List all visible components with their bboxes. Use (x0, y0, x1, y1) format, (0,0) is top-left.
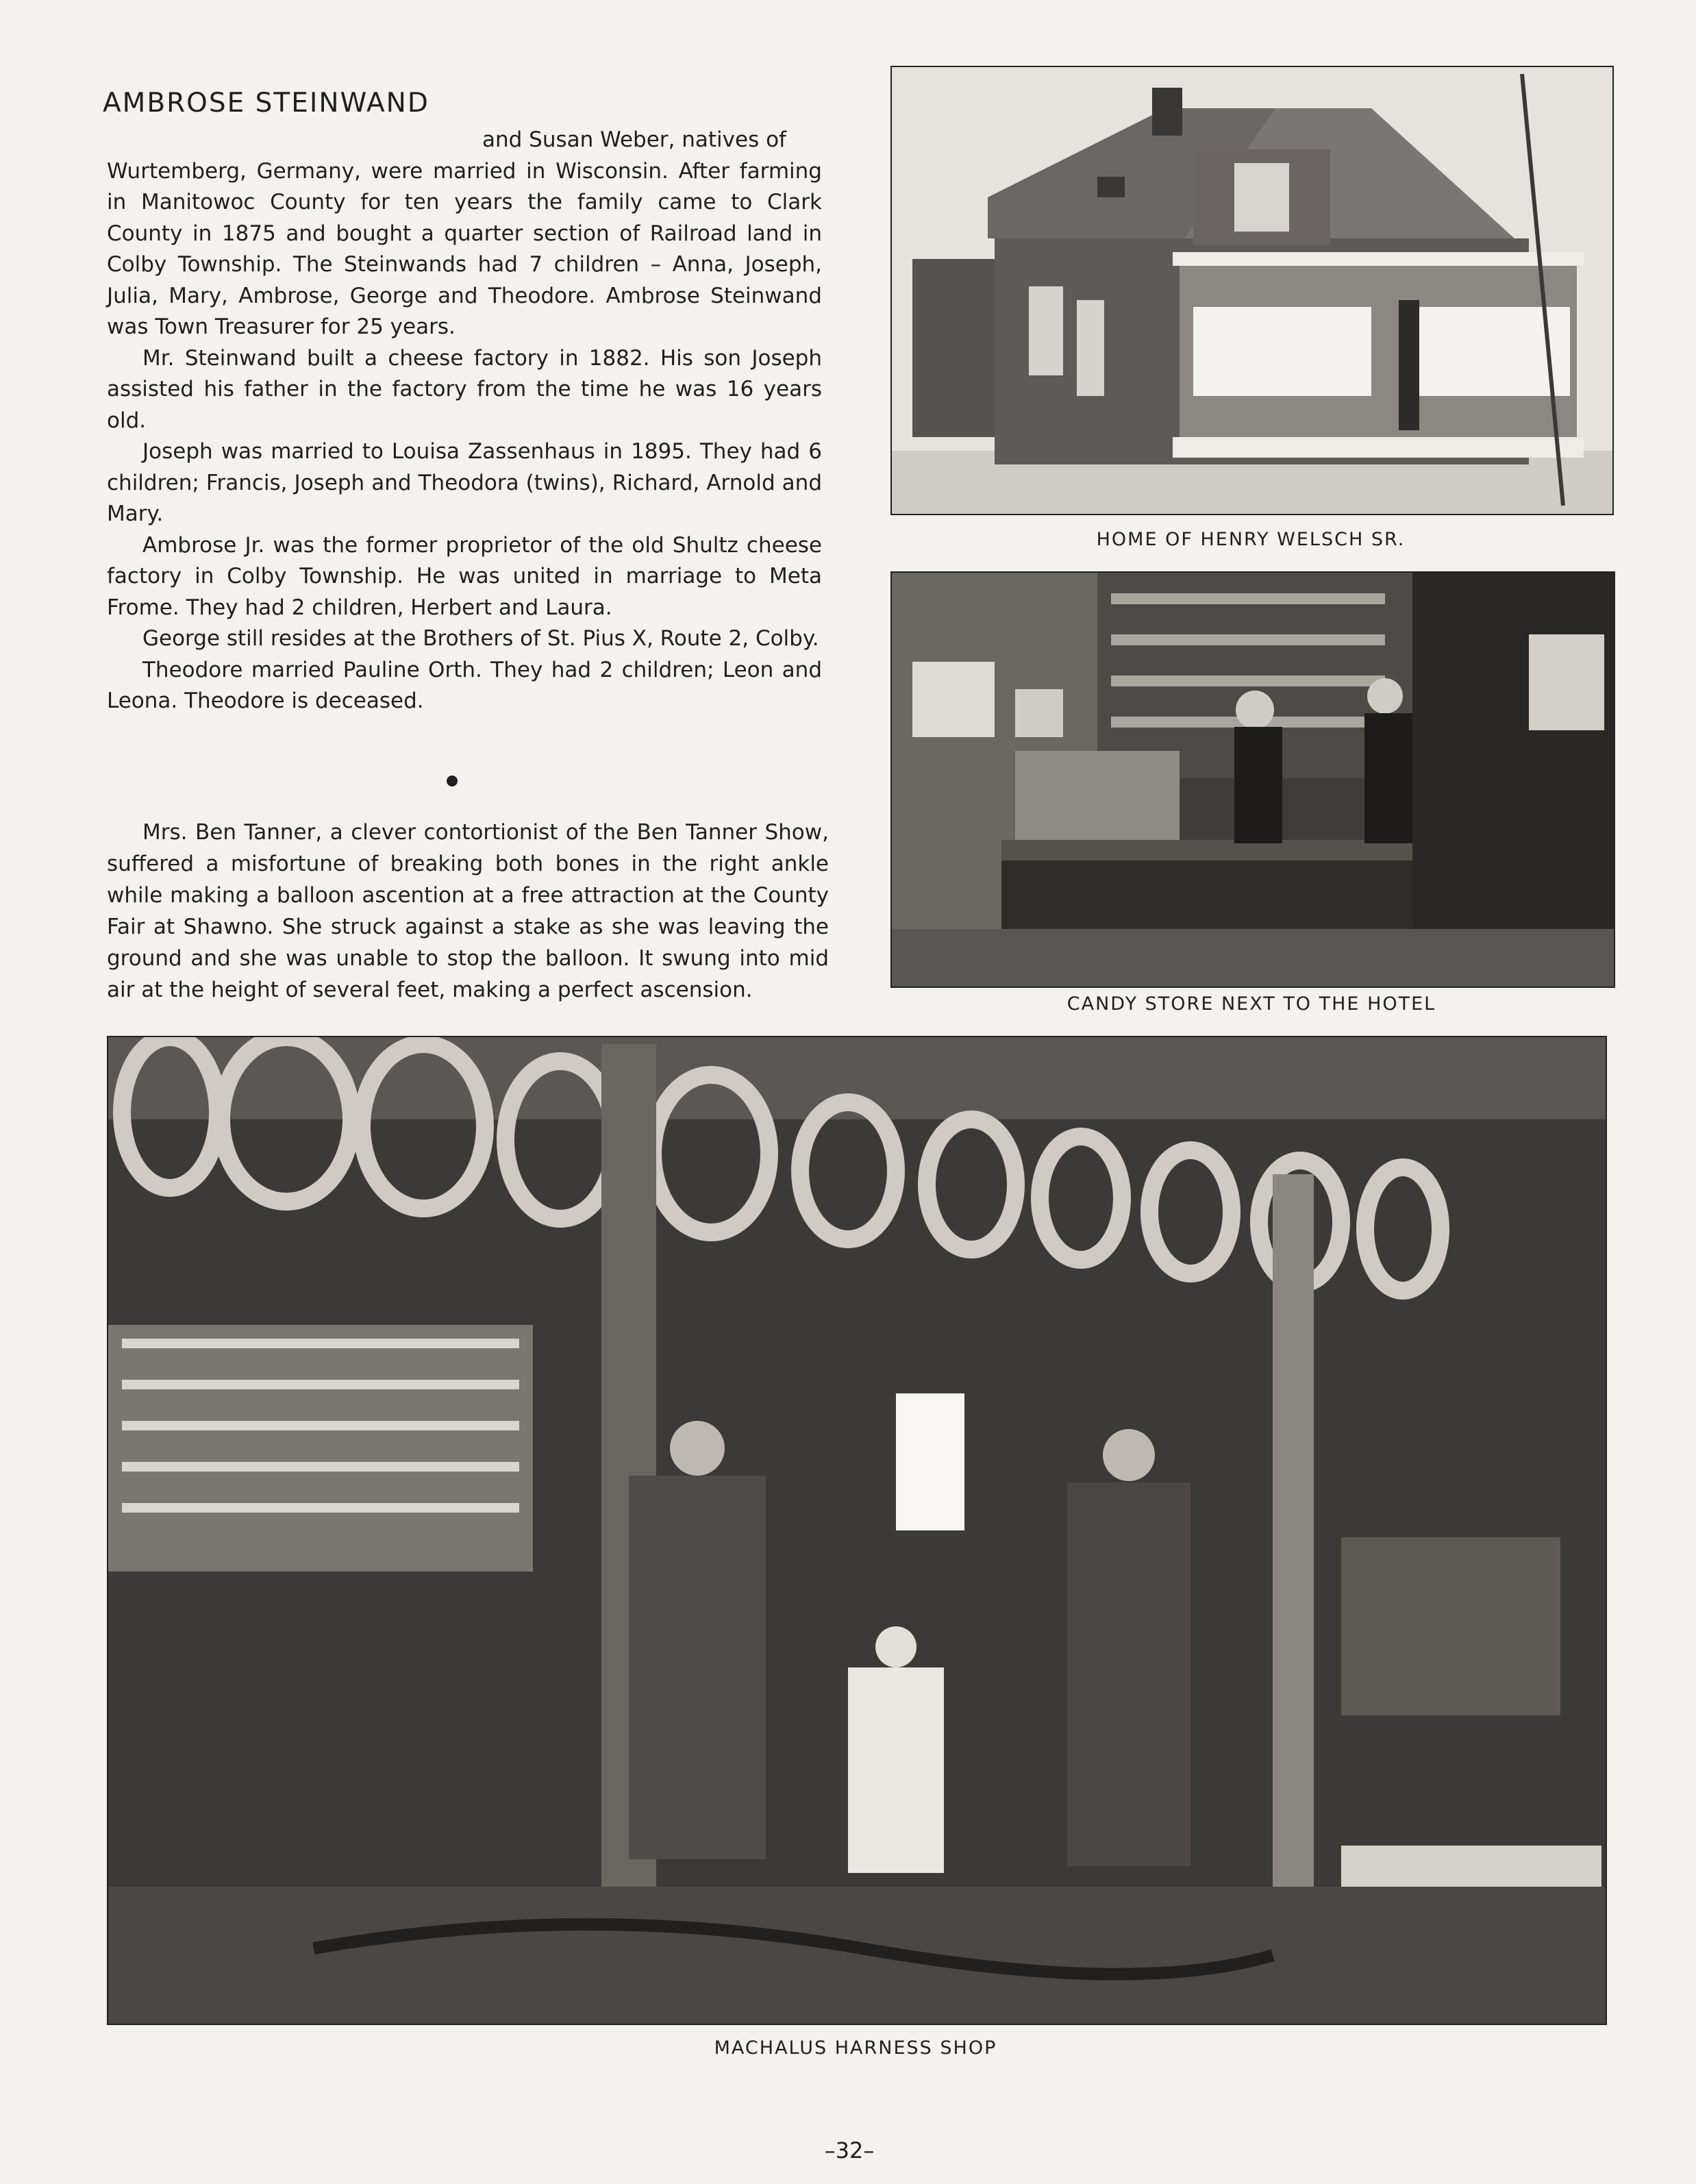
anecdote-section (107, 817, 829, 1006)
article-paragraph: Theodore married Pauline Orth. They had 2 children; Leon and Leona. Theodore is deceased. (107, 657, 822, 713)
harness-shop-photo (107, 1036, 1607, 2025)
candy-store-photo (890, 571, 1615, 988)
article-lead-in: and Susan Weber, natives of (482, 127, 786, 152)
house-photo-caption: HOME OF HENRY WELSCH SR. (1096, 529, 1406, 550)
anecdote-paragraph: Mrs. Ben Tanner, a clever contortionist of the Ben Tanner Show, suffered a misfortune of breaking both bones in the right ankle while making a balloon ascention at a free attraction at the County Fair at Shawno. She struck against a stake as she was leaving the ground and she was unable to stop the balloon. It swung into mid air at the height of several feet, making a perfect ascension. (107, 820, 829, 1002)
section-separator-bullet (447, 775, 458, 786)
house-photo (890, 66, 1614, 515)
page-number: –32– (824, 2137, 875, 2163)
house-illustration (892, 67, 1612, 514)
article-paragraph: George still resides at the Brothers of St. Pius X, Route 2, Colby. (142, 626, 819, 651)
harness-shop-photo-caption: MACHALUS HARNESS SHOP (714, 2037, 997, 2059)
candy-store-photo-caption: CANDY STORE NEXT TO THE HOTEL (1067, 993, 1436, 1015)
article-paragraph: Ambrose Jr. was the former proprietor of the old Shultz cheese factory in Colby Township. He was united in marriage to Meta Frome. They had 2 children, Herbert and Laura. (107, 532, 822, 620)
article-paragraph: Joseph was married to Louisa Zassenhaus in 1895. They had 6 children; Francis, Joseph and Theodora (twins), Richard, Arnold and Mary. (107, 439, 822, 526)
harness-shop-illustration (108, 1037, 1606, 2024)
article-heading: AMBROSE STEINWAND (103, 88, 429, 119)
article-body (107, 125, 822, 717)
article-paragraph (107, 125, 822, 343)
article-paragraph-text: Wurtemberg, Germany, were married in Wisconsin. After farming in Manitowoc County for ten years the family came to Clark County in 1875 and bought a quarter section of Railroad land in Colby Township. The Steinwands had 7 children – Anna, Joseph, Julia, Mary, Ambrose, George and Theodore. Ambrose Steinwand was Town Treasurer for 25 years. (107, 158, 822, 339)
candy-store-illustration (892, 573, 1614, 986)
article-paragraph: Mr. Steinwand built a cheese factory in 1882. His son Joseph assisted his father in the factory from the time he was 16 years old. (107, 345, 822, 433)
